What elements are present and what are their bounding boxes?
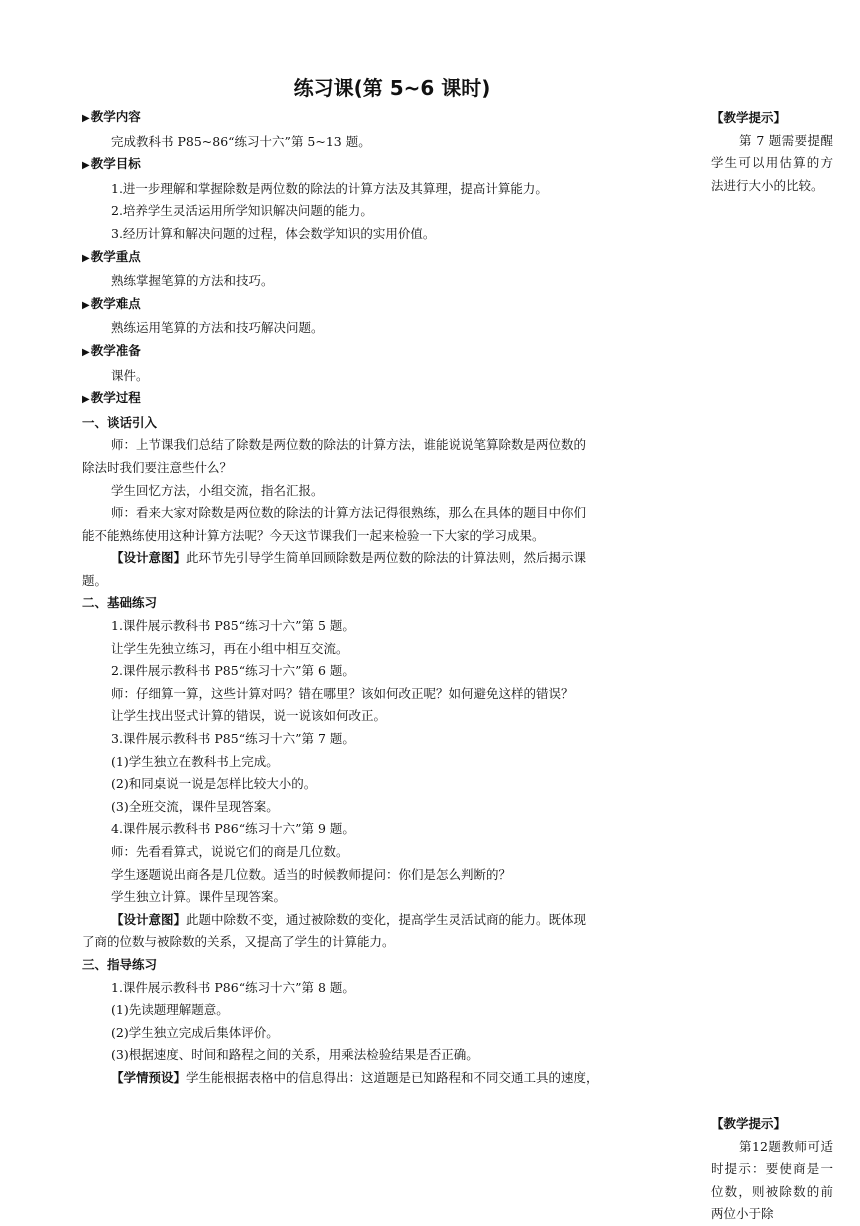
goal-item: 2.培养学生灵活运用所学知识解决问题的能力。 bbox=[111, 203, 373, 219]
teaching-tip-text: 第 7 题需要提醒学生可以用估算的方法进行大小的比较。 bbox=[711, 132, 833, 193]
part-heading-basic-practice: 二、基础练习 bbox=[82, 595, 158, 611]
practice-line: (3)全班交流，课件呈现答案。 bbox=[111, 798, 279, 814]
section-heading-process: ▶教学过程 bbox=[82, 390, 141, 406]
practice-line: 让学生先独立练习，再在小组中相互交流。 bbox=[111, 640, 349, 656]
practice-line: 1.课件展示教科书 P85“练习十六”第 5 题。 bbox=[111, 618, 355, 634]
paragraph-line: 除法时我们要注意些什么？ bbox=[82, 459, 233, 475]
paragraph-line: 了商的位数与被除数的关系，又提高了学生的计算能力。 bbox=[82, 934, 395, 950]
teaching-tip-note bbox=[711, 1113, 833, 1226]
practice-line: 2.课件展示教科书 P85“练习十六”第 6 题。 bbox=[111, 663, 355, 679]
difficulties-text: 熟练运用笔算的方法和技巧解决问题。 bbox=[111, 320, 324, 336]
teaching-tip-note bbox=[711, 107, 833, 197]
design-intent-tag: 【设计意图】 bbox=[111, 550, 187, 566]
practice-line: 1.课件展示教科书 P86“练习十六”第 8 题。 bbox=[111, 979, 355, 995]
section-heading-content: ▶教学内容 bbox=[82, 109, 141, 124]
section-heading-goals: ▶教学目标 bbox=[82, 156, 141, 172]
practice-line: 4.课件展示教科书 P86“练习十六”第 9 题。 bbox=[111, 821, 355, 837]
part-heading-intro: 一、谈话引入 bbox=[82, 414, 158, 430]
practice-line: 3.课件展示教科书 P85“练习十六”第 7 题。 bbox=[111, 731, 355, 747]
section-heading-difficulties: ▶教学难点 bbox=[82, 295, 141, 311]
design-intent-line: 【设计意图】此环节先引导学生简单回顾除数是两位数的除法的计算法则，然后揭示课 bbox=[111, 550, 587, 566]
triangle-bullet-icon: ▶ bbox=[82, 160, 90, 172]
practice-line: (2)学生独立完成后集体评价。 bbox=[111, 1024, 279, 1040]
practice-line: (1)先读题理解题意。 bbox=[111, 1002, 229, 1018]
triangle-bullet-icon: ▶ bbox=[82, 299, 90, 311]
goal-item: 1.进一步理解和掌握除数是两位数的除法的计算方法及其算理，提高计算能力。 bbox=[111, 180, 548, 196]
preparation-text: 课件。 bbox=[111, 367, 149, 383]
section-heading-key-points: ▶教学重点 bbox=[82, 248, 141, 264]
practice-line: 学生独立计算。课件呈现答案。 bbox=[111, 889, 287, 905]
paragraph-line: 师：上节课我们总结了除数是两位数的除法的计算方法，谁能说说笔算除数是两位数的 bbox=[111, 437, 587, 453]
paragraph-line: 能不能熟练使用这种计算方法呢？今天这节课我们一起来检验一下大家的学习成果。 bbox=[82, 527, 545, 543]
practice-line: (1)学生独立在教科书上完成。 bbox=[111, 753, 279, 769]
goal-item: 3.经历计算和解决问题的过程，体会数学知识的实用价值。 bbox=[111, 225, 436, 241]
triangle-bullet-icon: ▶ bbox=[82, 252, 90, 264]
teaching-tip-heading: 【教学提示】 bbox=[711, 1116, 787, 1131]
paragraph-line: 题。 bbox=[82, 572, 108, 588]
practice-line: 让学生找出竖式计算的错误，说一说该如何改正。 bbox=[111, 708, 387, 724]
practice-line: 学生逐题说出商各是几位数。适当的时候教师提问：你们是怎么判断的？ bbox=[111, 866, 512, 882]
teaching-tip-text: 第12题教师可适时提示：要使商是一位数，则被除数的前两位小于除 bbox=[711, 1138, 833, 1222]
design-intent-line: 【设计意图】此题中除数不变，通过被除数的变化，提高学生灵活试商的能力。既体现 bbox=[111, 911, 587, 927]
paragraph-line: 学生回忆方法，小组交流，指名汇报。 bbox=[111, 482, 324, 498]
design-intent-tag: 【设计意图】 bbox=[111, 911, 187, 927]
page-title: 练习课(第 5~6 课时) bbox=[293, 76, 491, 100]
paragraph-line: 师：看来大家对除数是两位数的除法的计算方法记得很熟练，那么在具体的题目中你们 bbox=[111, 505, 587, 521]
triangle-bullet-icon: ▶ bbox=[82, 113, 90, 124]
practice-line: 师：仔细算一算，这些计算对吗？错在哪里？该如何改正呢？如何避免这样的错误？ bbox=[111, 685, 574, 701]
triangle-bullet-icon: ▶ bbox=[82, 346, 90, 358]
triangle-bullet-icon: ▶ bbox=[82, 394, 90, 406]
learning-preset-line: 【学情预设】学生能根据表格中的信息得出：这道题是已知路程和不同交通工具的速度， bbox=[111, 1069, 599, 1085]
practice-line: 师：先看看算式，说说它们的商是几位数。 bbox=[111, 844, 349, 859]
lesson-body bbox=[82, 106, 660, 1090]
content-text: 完成教科书 P85~86“练习十六”第 5~13 题。 bbox=[111, 133, 371, 149]
teaching-tip-heading: 【教学提示】 bbox=[711, 110, 787, 125]
key-points-text: 熟练掌握笔算的方法和技巧。 bbox=[111, 273, 274, 289]
practice-line: (2)和同桌说一说是怎样比较大小的。 bbox=[111, 776, 317, 792]
part-heading-guided-practice: 三、指导练习 bbox=[82, 956, 158, 972]
section-heading-preparation: ▶教学准备 bbox=[82, 342, 141, 358]
practice-line: (3)根据速度、时间和路程之间的关系，用乘法检验结果是否正确。 bbox=[111, 1047, 479, 1063]
learning-preset-tag: 【学情预设】 bbox=[111, 1069, 187, 1085]
